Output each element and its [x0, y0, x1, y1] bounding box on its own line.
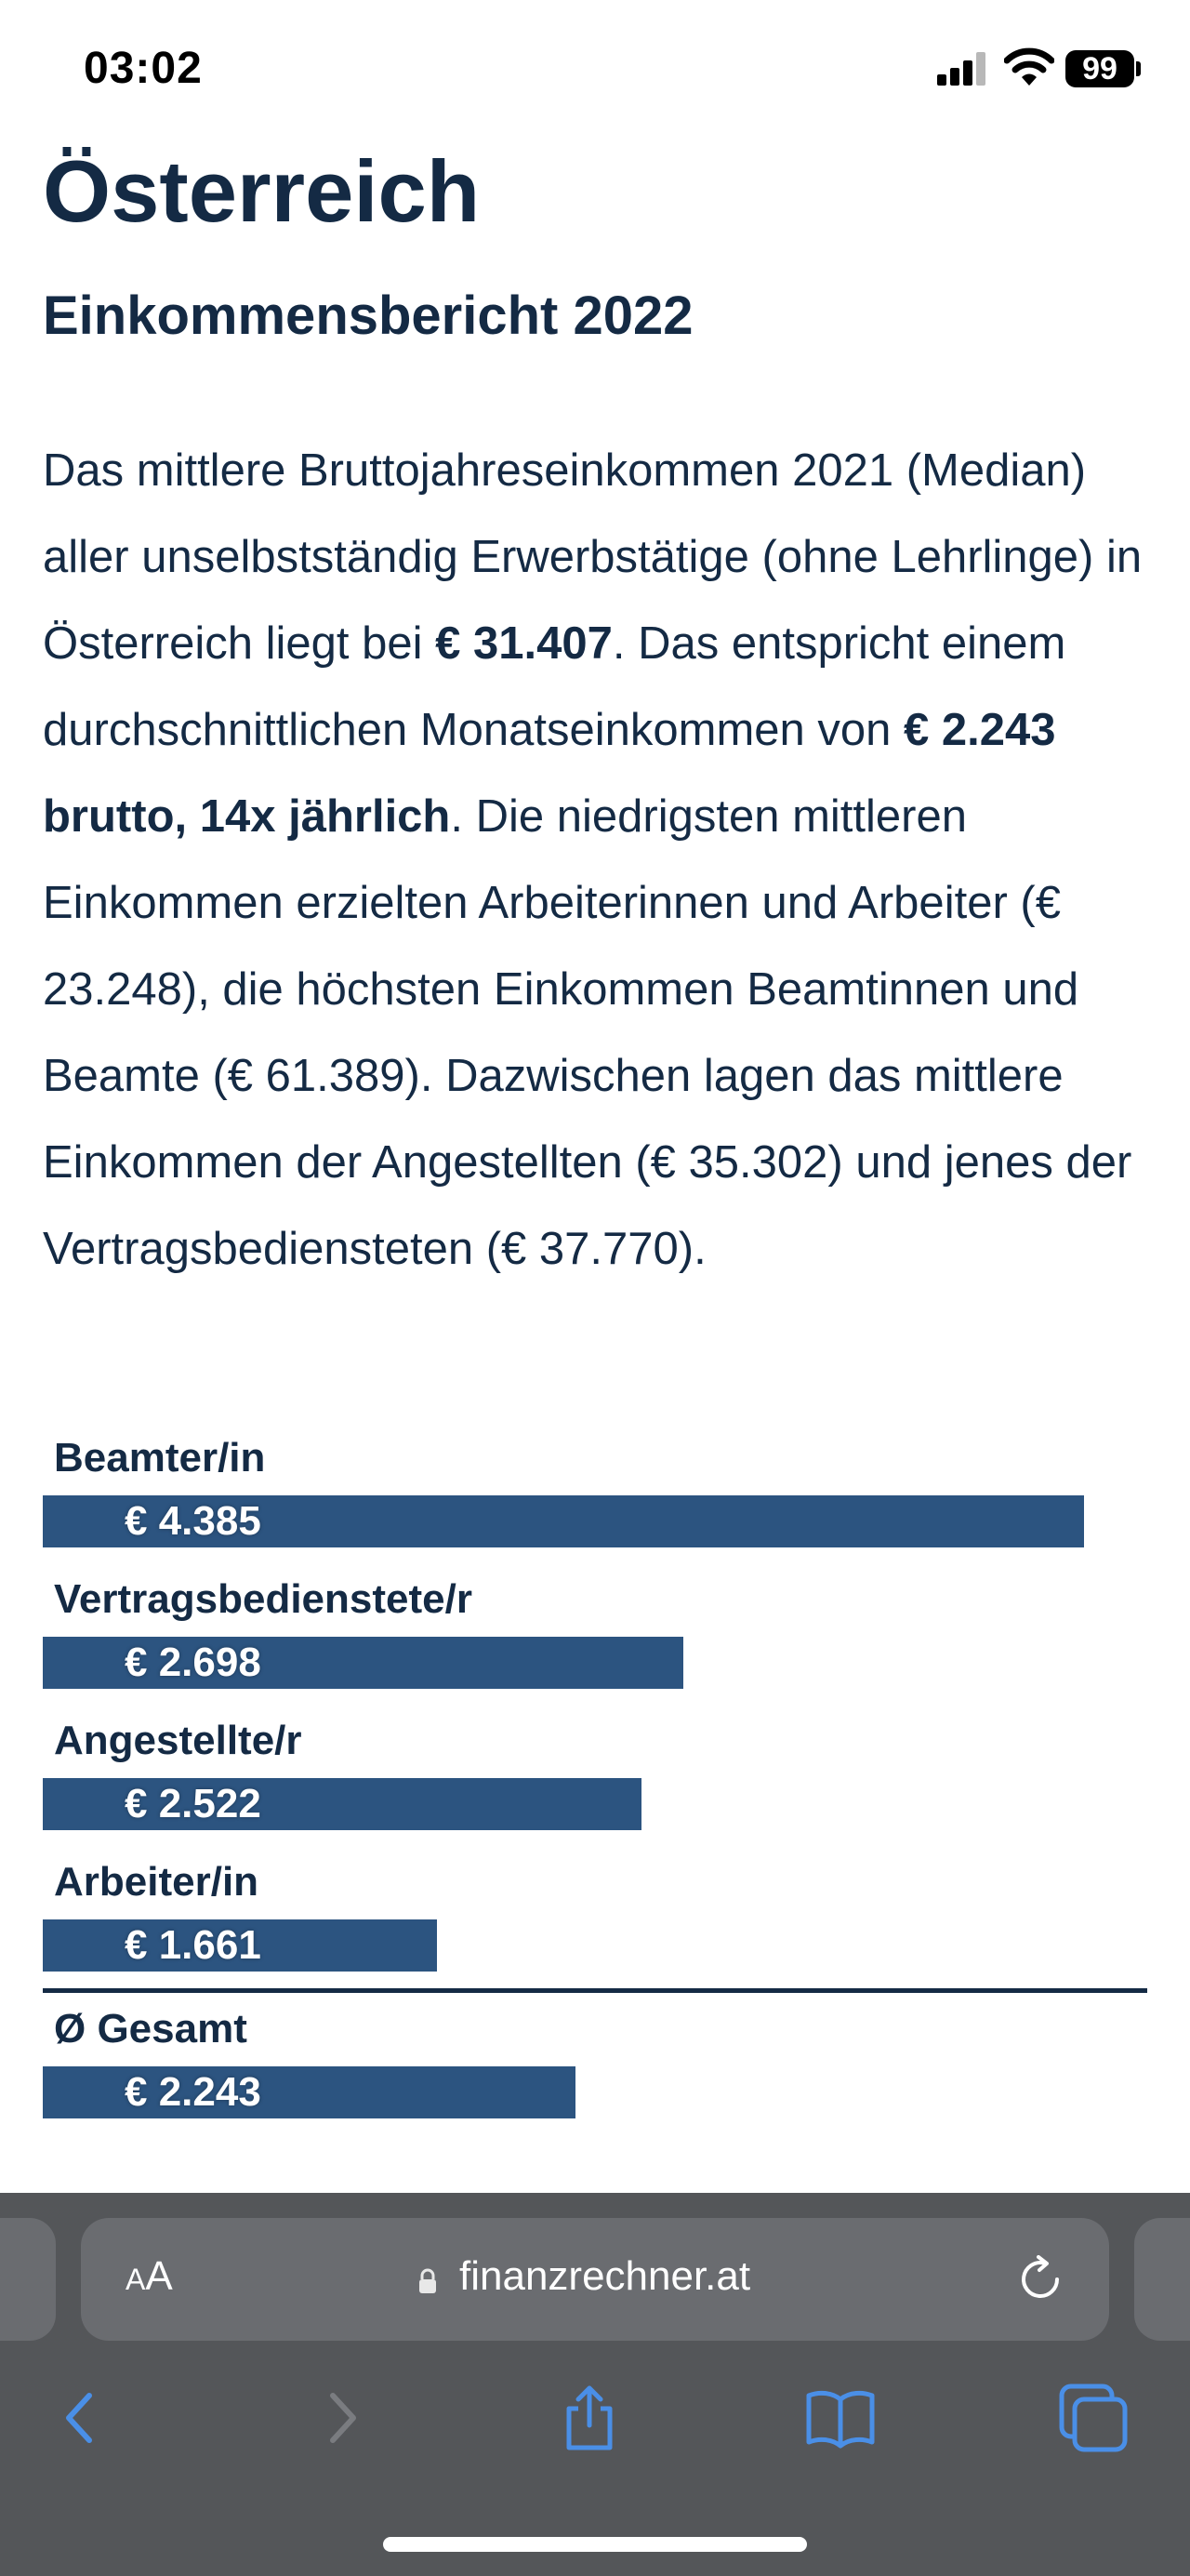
intro-annual-median: € 31.407	[435, 618, 613, 669]
bar-label: Ø Gesamt	[54, 2006, 247, 2052]
bar-value-label: € 2.522	[125, 1781, 261, 1826]
bar	[43, 1919, 437, 1972]
bar	[43, 1637, 683, 1689]
home-indicator	[383, 2537, 807, 2552]
bar-label: Vertragsbedienstete/r	[54, 1576, 472, 1622]
text-size-button[interactable]: AA	[126, 2253, 173, 2299]
reload-icon[interactable]	[1016, 2255, 1064, 2304]
address-bar[interactable]	[81, 2218, 1109, 2341]
bar	[43, 1495, 1084, 1547]
battery-icon: 99	[1065, 50, 1134, 87]
intro-monthly-income: € 2.243 brutto, 14x jährlich	[43, 705, 1056, 842]
bar-label: Arbeiter/in	[54, 1859, 259, 1905]
status-bar	[0, 0, 1190, 139]
bar-label: Beamter/in	[54, 1435, 266, 1481]
bar-value-label: € 1.661	[125, 1922, 261, 1968]
url-text[interactable]: finanzrechner.at	[459, 2253, 751, 2299]
bookmarks-icon[interactable]	[803, 2381, 878, 2455]
lock-icon	[417, 2268, 438, 2294]
bar-label: Angestellte/r	[54, 1718, 302, 1763]
share-icon[interactable]	[552, 2381, 627, 2455]
previous-tab-preview[interactable]	[0, 2218, 56, 2341]
wifi-icon	[1004, 46, 1054, 87]
intro-text-3: . Die niedrigsten mittleren Einkommen erzielten Arbeiterinnen und Arbeiter (€ 23.248), die höchsten Einkommen Beamtinnen und Beamte (€ 61.389). Dazwischen lagen das mittlere Einkommen der Angestellten (€ 35.302) und jenes der Vertragsbediensteten (€ 37.770).	[43, 791, 1132, 1274]
bar-value-label: € 2.698	[125, 1640, 261, 1685]
bar-value-label: € 4.385	[125, 1498, 261, 1544]
bar	[43, 1778, 641, 1830]
intro-text-1: Das mittlere Bruttojahreseinkommen 2021 (Median) aller unselbstständig Erwerbstätige (ohne Lehrlinge) in Österreich liegt bei	[43, 445, 1143, 669]
next-tab-preview[interactable]	[1134, 2218, 1190, 2341]
page-title: Österreich	[43, 142, 481, 240]
back-icon[interactable]	[45, 2381, 119, 2455]
battery-cap	[1136, 61, 1141, 76]
intro-paragraph	[43, 428, 1158, 1293]
intro-text-2: . Das entspricht einem durchschnittlichen Monatseinkommen von	[43, 618, 1066, 755]
tabs-icon[interactable]	[1056, 2381, 1130, 2455]
forward-icon[interactable]	[303, 2381, 377, 2455]
bar-value-label: € 2.243	[125, 2069, 261, 2115]
bar	[43, 2066, 575, 2118]
cellular-signal-icon	[937, 52, 989, 86]
page-subtitle: Einkommensbericht 2022	[43, 285, 694, 346]
chart-divider	[43, 1988, 1147, 1993]
status-time: 03:02	[84, 44, 203, 93]
